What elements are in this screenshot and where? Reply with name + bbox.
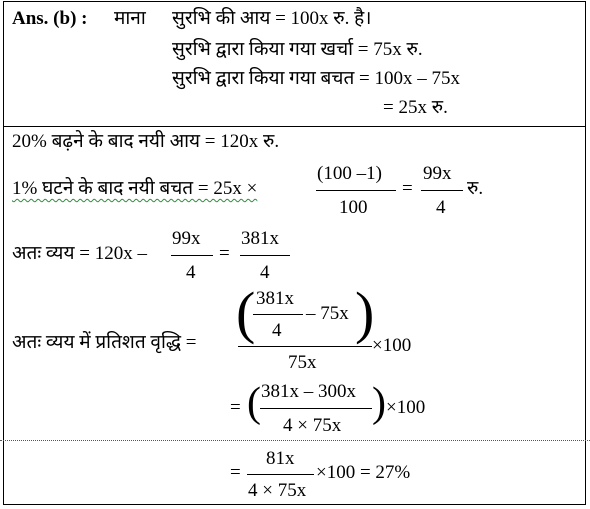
expense-fraction-denominator: 4 (186, 262, 196, 283)
step2-denominator: 4 × 75x (283, 415, 342, 436)
saving-result: = 25x रु. (383, 97, 448, 118)
step2-times-hundred: ×100 (386, 397, 426, 418)
percent-calc-lhs: अतः व्यय में प्रतिशत वृद्धि = (12, 332, 197, 353)
new-saving-lhs: 1% घटने के बाद नयी बचत = 25x × (12, 178, 258, 199)
inner-denominator: 4 (272, 320, 282, 341)
fraction-bar (171, 255, 213, 256)
currency-unit: रु. (467, 178, 484, 199)
new-income-line: 20% बढ़ने के बाद नयी आय = 120x रु. (12, 131, 280, 152)
expense-fraction-numerator: 99x (172, 228, 201, 249)
fraction-bar (421, 190, 463, 191)
expense-calc-lhs: अतः व्यय = 120x – (12, 243, 147, 264)
equals-sign: = (230, 397, 241, 418)
expense-result-numerator: 381x (241, 228, 279, 249)
step3-numerator: 81x (266, 448, 295, 469)
outer-denominator: 75x (288, 352, 317, 373)
left-paren: ( (236, 280, 256, 345)
final-result: ×100 = 27% (316, 462, 411, 483)
saving-line: सुरभि द्वारा किया गया बचत = 100x – 75x (172, 68, 460, 89)
fraction-bar (253, 314, 303, 315)
inner-numerator: 381x (256, 288, 294, 309)
saving-fraction-denominator: 100 (339, 197, 368, 218)
minus-term: – 75x (306, 303, 349, 324)
left-paren: ( (247, 380, 261, 426)
fraction-bar (316, 190, 396, 191)
expense-result-denominator: 4 (260, 262, 270, 283)
dotted-divider (0, 440, 590, 441)
times-hundred: ×100 (372, 335, 412, 356)
assume-word: माना (114, 8, 146, 29)
step3-denominator: 4 × 75x (248, 480, 307, 501)
right-paren: ) (372, 380, 386, 426)
right-paren: ) (355, 280, 375, 345)
fraction-bar (238, 346, 372, 347)
fraction-bar (247, 474, 314, 475)
divider (4, 126, 586, 127)
income-line: सुरभि की आय = 100x रु. है। (172, 8, 372, 29)
equals-sign: = (402, 178, 413, 199)
saving-fraction-numerator: (100 –1) (317, 163, 382, 184)
saving-result-denominator: 4 (436, 197, 446, 218)
answer-label: Ans. (b) : (12, 8, 88, 29)
fraction-bar (260, 408, 372, 409)
step2-numerator: 381x – 300x (261, 381, 356, 402)
equals-sign: = (230, 462, 241, 483)
expense-line: सुरभि द्वारा किया गया खर्चा = 75x रु. (172, 39, 423, 60)
fraction-bar (240, 255, 290, 256)
equals-sign: = (219, 243, 230, 264)
saving-result-numerator: 99x (423, 163, 452, 184)
